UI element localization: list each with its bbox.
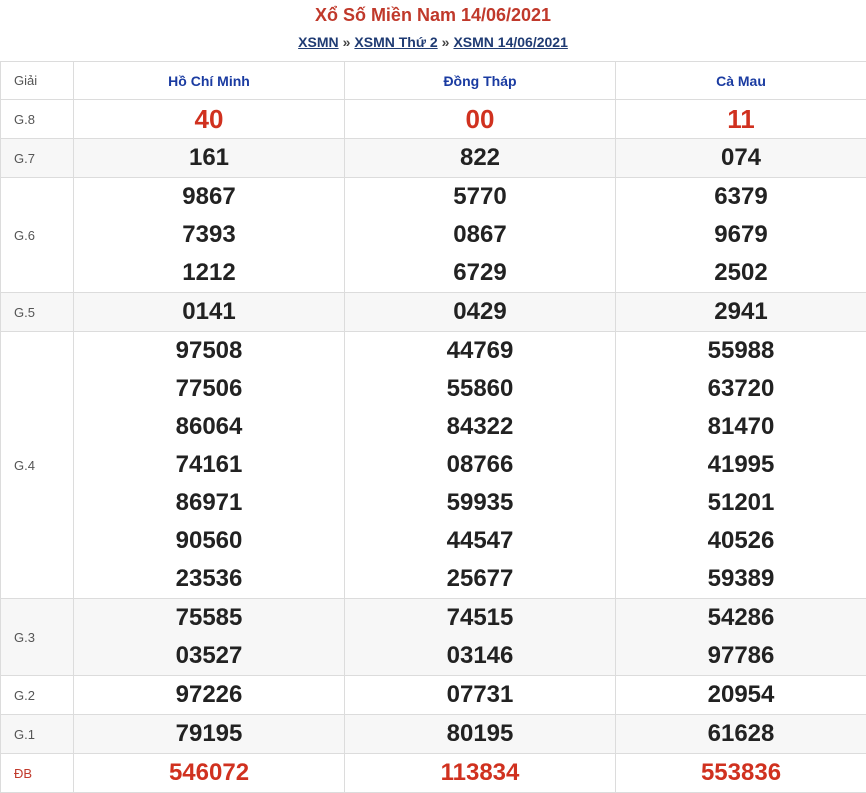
breadcrumb-separator: »	[438, 34, 454, 50]
prize-cell	[616, 178, 866, 293]
lottery-number: 113834	[345, 754, 615, 792]
prize-row	[1, 139, 866, 178]
results-table	[0, 61, 866, 793]
prize-row	[1, 100, 866, 139]
prize-row	[1, 332, 866, 599]
lottery-number: 59935	[345, 484, 615, 522]
lottery-number: 0429	[345, 293, 615, 331]
prize-label: ĐB	[1, 754, 74, 793]
breadcrumb-link-xsmn-date[interactable]: XSMN 14/06/2021	[453, 34, 567, 50]
prize-cell	[616, 332, 866, 599]
lottery-number: 86064	[74, 408, 344, 446]
lottery-number: 08766	[345, 446, 615, 484]
lottery-number: 6729	[345, 254, 615, 292]
lottery-number: 074	[616, 139, 866, 177]
prize-label: G.2	[1, 676, 74, 715]
prize-label: G.8	[1, 100, 74, 139]
prize-label: G.5	[1, 293, 74, 332]
lottery-number: 51201	[616, 484, 866, 522]
prize-cell	[616, 293, 866, 332]
lottery-number: 63720	[616, 370, 866, 408]
prize-cell	[616, 676, 866, 715]
lottery-number: 80195	[345, 715, 615, 753]
prize-cell	[345, 715, 616, 754]
lottery-number: 59389	[616, 560, 866, 598]
prize-cell	[345, 332, 616, 599]
prize-cell	[74, 676, 345, 715]
prize-cell	[74, 178, 345, 293]
lottery-number: 90560	[74, 522, 344, 560]
prize-cell	[74, 100, 345, 139]
lottery-number: 44547	[345, 522, 615, 560]
province-header-ho-chi-minh[interactable]: Hồ Chí Minh	[74, 62, 345, 100]
lottery-number: 553836	[616, 754, 866, 792]
prize-label: G.4	[1, 332, 74, 599]
breadcrumb-link-xsmn[interactable]: XSMN	[298, 34, 338, 50]
prize-cell	[345, 178, 616, 293]
lottery-number: 00	[345, 100, 615, 138]
lottery-number: 546072	[74, 754, 344, 792]
lottery-number: 161	[74, 139, 344, 177]
lottery-number: 44769	[345, 332, 615, 370]
breadcrumb-link-xsmn-thu-2[interactable]: XSMN Thứ 2	[354, 34, 437, 50]
lottery-number: 55988	[616, 332, 866, 370]
prize-label: G.3	[1, 599, 74, 676]
prize-row	[1, 715, 866, 754]
prize-cell	[74, 293, 345, 332]
lottery-number: 03527	[74, 637, 344, 675]
prize-cell	[74, 599, 345, 676]
prize-cell	[345, 293, 616, 332]
lottery-number: 0141	[74, 293, 344, 331]
lottery-number: 97508	[74, 332, 344, 370]
prize-label: G.1	[1, 715, 74, 754]
lottery-number: 40526	[616, 522, 866, 560]
province-header-dong-thap[interactable]: Đồng Tháp	[345, 62, 616, 100]
lottery-number: 0867	[345, 216, 615, 254]
prize-cell	[74, 332, 345, 599]
prize-cell	[74, 139, 345, 178]
prize-cell	[345, 599, 616, 676]
lottery-number: 86971	[74, 484, 344, 522]
lottery-number: 74161	[74, 446, 344, 484]
prize-cell	[345, 676, 616, 715]
lottery-number: 61628	[616, 715, 866, 753]
prize-cell	[345, 100, 616, 139]
prize-cell	[74, 715, 345, 754]
lottery-number: 79195	[74, 715, 344, 753]
page-title: Xổ Số Miền Nam 14/06/2021	[0, 0, 866, 30]
breadcrumb-separator: »	[339, 34, 355, 50]
lottery-number: 97226	[74, 676, 344, 714]
prize-cell	[616, 599, 866, 676]
lottery-number: 20954	[616, 676, 866, 714]
lottery-number: 7393	[74, 216, 344, 254]
lottery-number: 81470	[616, 408, 866, 446]
lottery-number: 41995	[616, 446, 866, 484]
prize-row	[1, 676, 866, 715]
lottery-number: 55860	[345, 370, 615, 408]
province-header-ca-mau[interactable]: Cà Mau	[616, 62, 866, 100]
lottery-number: 5770	[345, 178, 615, 216]
lottery-number: 2502	[616, 254, 866, 292]
lottery-number: 11	[616, 100, 866, 138]
lottery-number: 07731	[345, 676, 615, 714]
lottery-number: 84322	[345, 408, 615, 446]
prize-cell	[345, 139, 616, 178]
lottery-number: 77506	[74, 370, 344, 408]
lottery-number: 54286	[616, 599, 866, 637]
table-header-row	[1, 62, 866, 100]
lottery-number: 6379	[616, 178, 866, 216]
lottery-number: 40	[74, 100, 344, 138]
lottery-number: 9867	[74, 178, 344, 216]
lottery-number: 03146	[345, 637, 615, 675]
lottery-number: 74515	[345, 599, 615, 637]
lottery-number: 2941	[616, 293, 866, 331]
lottery-number: 9679	[616, 216, 866, 254]
breadcrumb	[0, 30, 866, 54]
prize-label: G.6	[1, 178, 74, 293]
lottery-number: 822	[345, 139, 615, 177]
lottery-number: 75585	[74, 599, 344, 637]
lottery-number: 25677	[345, 560, 615, 598]
prize-label: G.7	[1, 139, 74, 178]
lottery-number: 23536	[74, 560, 344, 598]
prize-cell	[616, 100, 866, 139]
prize-row	[1, 178, 866, 293]
lottery-number: 1212	[74, 254, 344, 292]
lottery-number: 97786	[616, 637, 866, 675]
prize-row	[1, 293, 866, 332]
prize-cell	[616, 139, 866, 178]
prize-cell	[616, 715, 866, 754]
prize-column-header: Giải	[1, 62, 74, 100]
prize-row	[1, 599, 866, 676]
